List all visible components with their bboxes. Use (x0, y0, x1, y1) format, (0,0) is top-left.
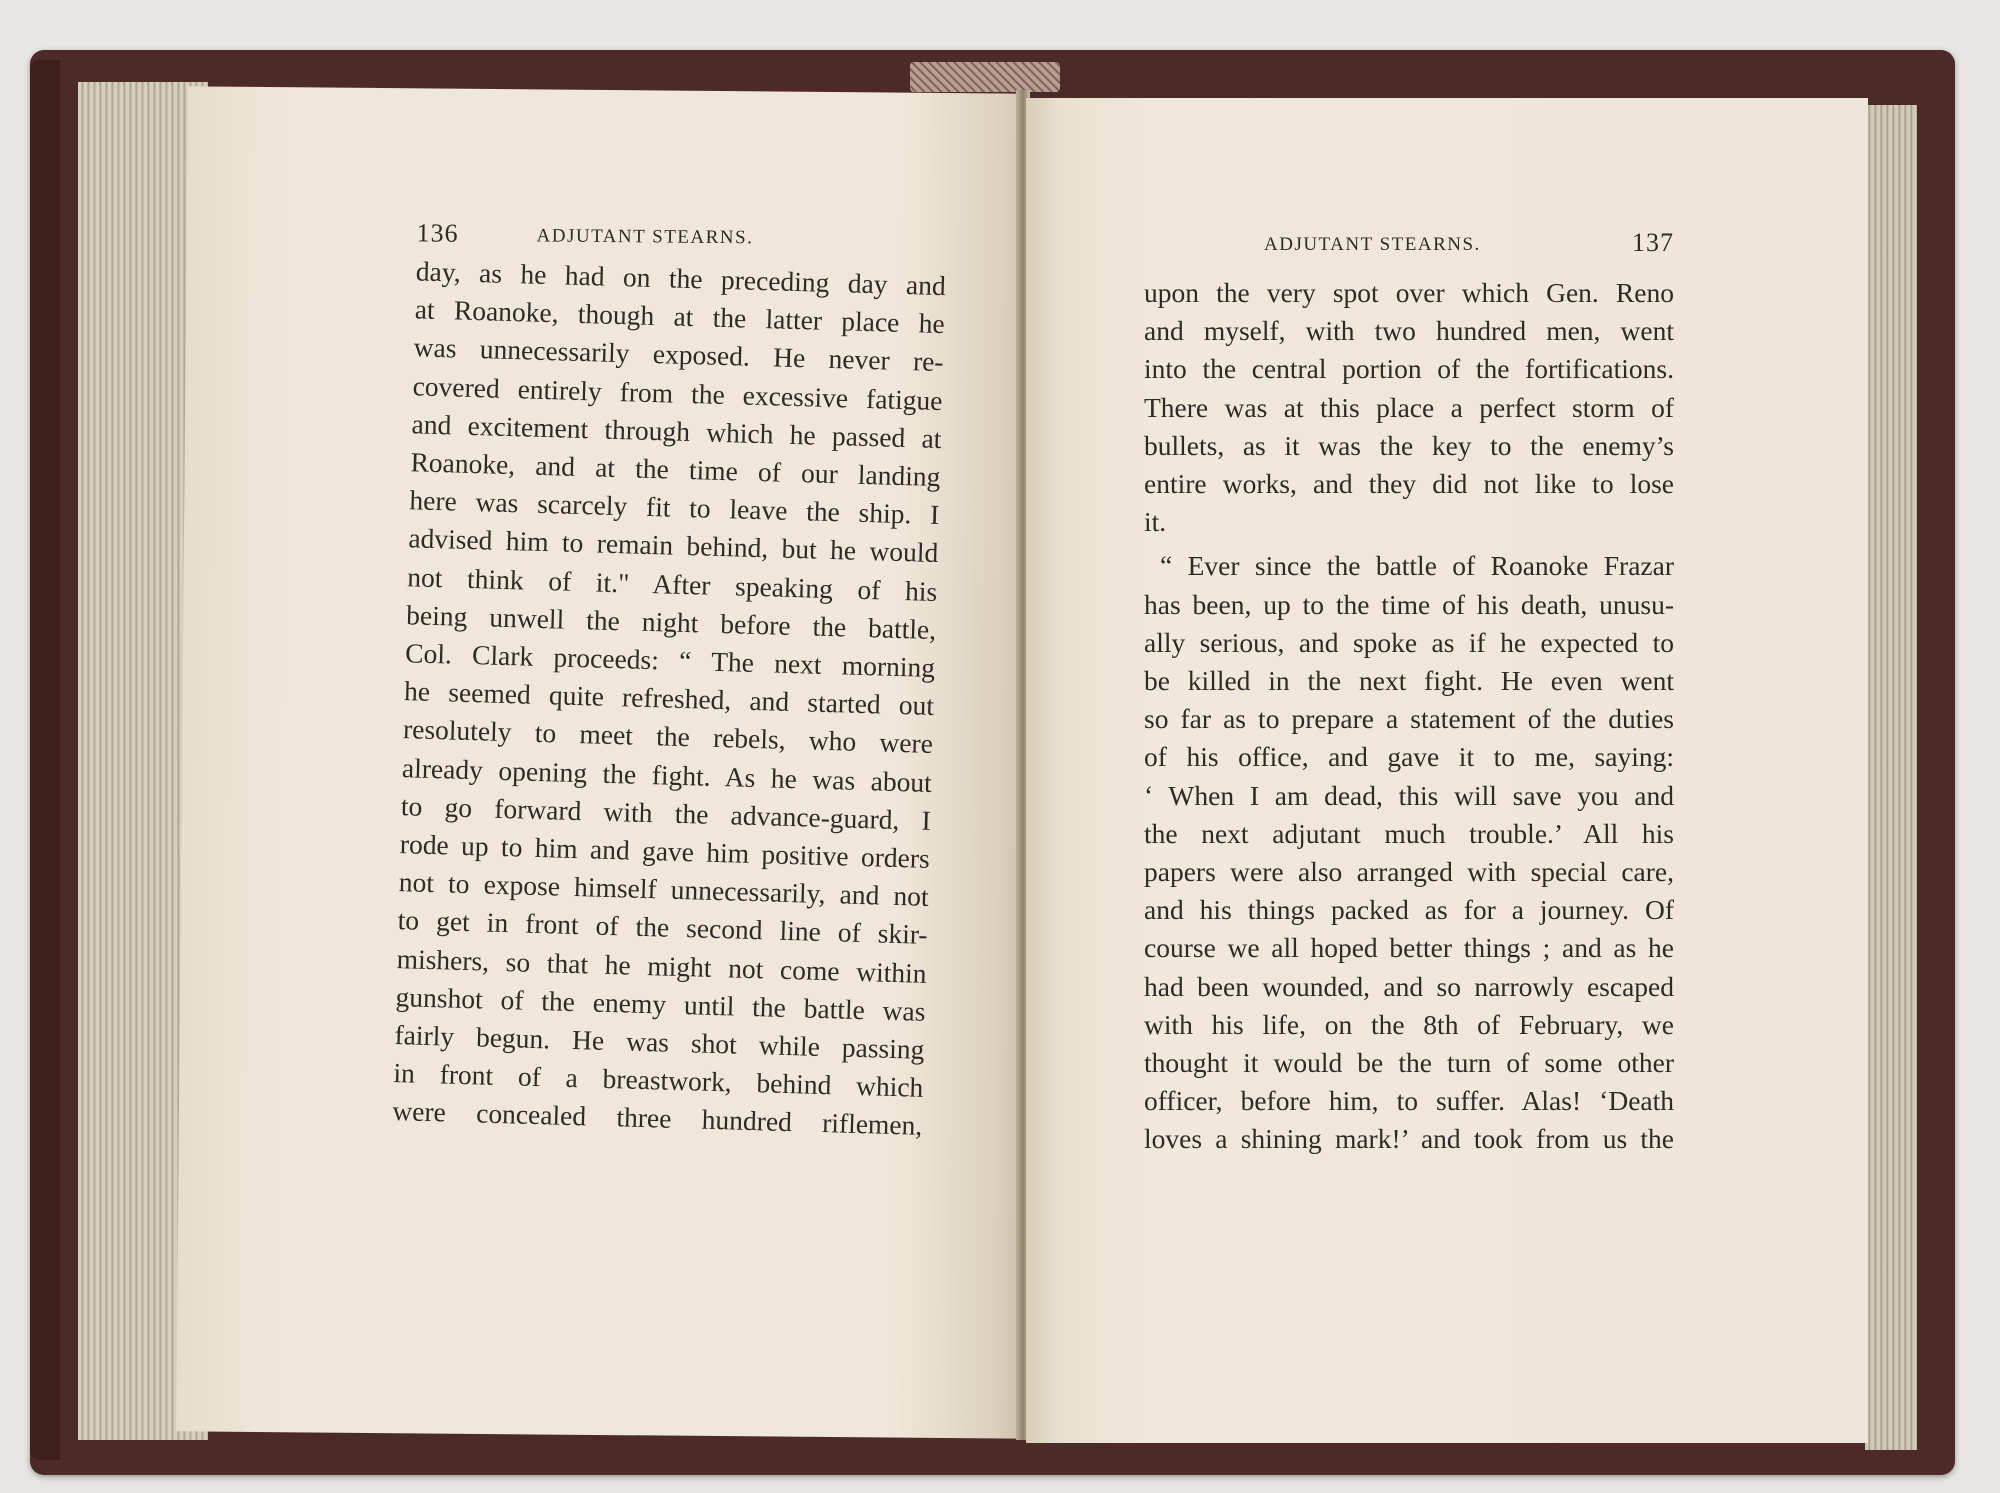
text-line: course we all hoped better things ; and as he (1144, 932, 1674, 964)
text-line: be killed in the next fight. He even went (1144, 665, 1674, 697)
text-line: advised him to remain behind, but he would (408, 522, 939, 569)
text-line: had been wounded, and so narrowly escaped (1144, 970, 1674, 1002)
left-page-content (392, 218, 947, 1142)
text-line: ally serious, and spoke as if he expected to (1144, 626, 1674, 658)
text-line: to go forward with the advance-guard, I (400, 789, 932, 836)
left-page-text (392, 252, 946, 1145)
text-line: not think of it." After speaking of his (406, 560, 938, 607)
text-line: and his things packed as for a journey. Of (1144, 894, 1674, 926)
text-line: he seemed quite refreshed, and started out (403, 675, 935, 722)
text-line: rode up to him and gave him positive orders (399, 828, 931, 874)
text-line: in front of a breastwork, behind which (393, 1057, 924, 1104)
text-line: to get in front of the second line of skir- (397, 904, 929, 951)
text-line: thought it would be the turn of some other (1144, 1047, 1674, 1079)
text-line: not to expose himself unnecessarily, and not (398, 866, 930, 913)
text-line: day, as he had on the preceding day and (415, 255, 947, 302)
text-line: of his office, and gave it to me, saying: (1144, 741, 1674, 773)
left-page (176, 86, 1030, 1438)
text-line: at Roanoke, though at the latter place he (414, 293, 946, 340)
right-page-content (1144, 228, 1674, 1159)
text-line: covered entirely from the excessive fatigue (412, 369, 943, 416)
text-line: here was scarcely fit to leave the ship. I (409, 484, 940, 531)
right-page (1026, 98, 1868, 1443)
right-page-number: 137 (1632, 228, 1674, 257)
text-line: Col. Clark proceeds: “ The next morning (404, 637, 936, 684)
text-line: and excitement through which he passed at (411, 408, 942, 454)
text-line: being unwell the night before the battle, (405, 599, 937, 645)
text-line: upon the very spot over which Gen. Reno (1144, 277, 1674, 308)
right-running-head: ADJUTANT STEARNS. (1264, 234, 1481, 255)
page-edges-right (1865, 105, 1917, 1450)
text-line: bullets, as it was the key to the enemy’s (1144, 429, 1674, 461)
right-page-header (1144, 228, 1674, 268)
text-line: already opening the fight. As he was about (401, 751, 933, 798)
text-line: officer, before him, to suffer. Alas! ‘Death (1144, 1085, 1674, 1117)
text-line: it. (1144, 506, 1167, 538)
text-line: gunshot of the enemy until the battle was (395, 980, 926, 1027)
text-line: and myself, with two hundred men, went (1144, 315, 1674, 347)
left-running-head: ADJUTANT STEARNS. (536, 225, 754, 249)
text-line: There was at this place a perfect storm of (1144, 391, 1674, 423)
text-line: ‘ When I am dead, this will save you and (1144, 779, 1674, 811)
text-line: loves a shining mark!’ and took from us the (1144, 1123, 1674, 1155)
book-cover-edge (30, 60, 60, 1460)
text-line: fairly begun. He was shot while passing (394, 1019, 925, 1065)
text-line: so far as to prepare a statement of the duties (1144, 703, 1674, 735)
text-line: were concealed three hundred riflemen, (392, 1095, 923, 1142)
right-page-text (1144, 274, 1674, 1159)
text-line: “ Ever since the battle of Roanoke Frazar (1160, 550, 1674, 582)
text-line: with his life, on the 8th of February, we (1144, 1008, 1674, 1040)
text-line: into the central portion of the fortifications. (1144, 353, 1674, 385)
text-line: mishers, so that he might not come within (396, 942, 927, 989)
text-line: papers were also arranged with special care, (1144, 856, 1674, 888)
text-line: has been, up to the time of his death, unusu- (1144, 588, 1674, 620)
text-line: Roanoke, and at the time of our landing (410, 446, 941, 493)
spine-headband (910, 62, 1060, 92)
text-line: the next adjutant much trouble.’ All his (1144, 817, 1674, 849)
left-page-number: 136 (416, 218, 459, 248)
text-line: resolutely to meet the rebels, who were (402, 713, 934, 760)
text-line: entire works, and they did not like to lose (1144, 468, 1674, 500)
text-line: was unnecessarily exposed. He never re- (413, 331, 945, 378)
